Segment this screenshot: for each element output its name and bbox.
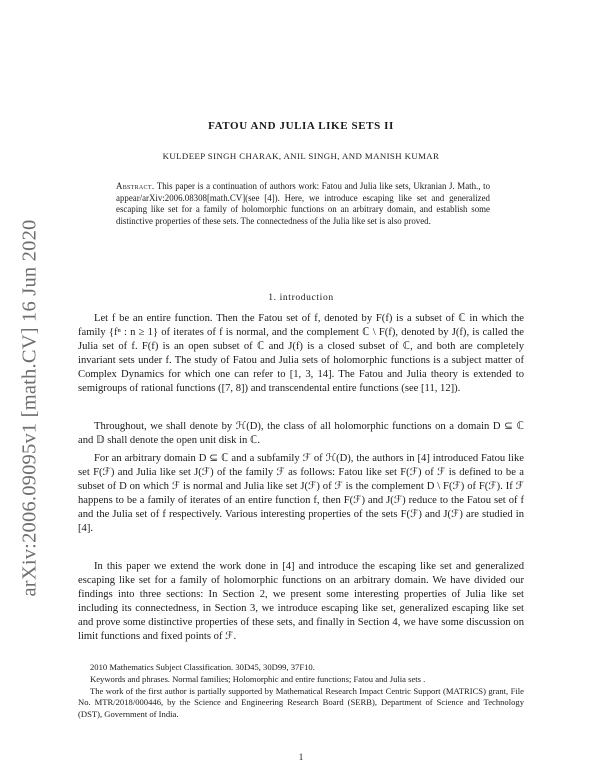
intro-paragraph-1: Let f be an entire function. Then the Fatou set of f, denoted by F(f) is a subset of ℂ in which the family {fⁿ : n ≥ 1} of iterates of f is normal, and the complement ℂ \ F(f), denoted by J(f), is called the Julia set of f. F(f) is an open subset of ℂ and J(f) is a closed subset of ℂ, and both are completely invariant sets under f. The study of Fatou and Julia sets of holomorphic functions is a subject matter of Complex Dynamics for which one can refer to [1, 3, 14]. The Fatou and Julia theory is extended to semigroups of rational functions ([7, 8]) and transcendental entire functions (see [11, 12]). bbox=[78, 313, 524, 395]
footnote-keywords: Keywords and phrases. Normal families; Holomorphic and entire functions; Fatou and Julia sets . bbox=[90, 674, 426, 684]
abstract-text: This paper is a continuation of authors work: Fatou and Julia like sets, Ukranian J. Math., to appear/arXiv:2006.08308[math.CV](see [4]). Here, we introduce escaping like set and generalized escaping like set for a family of holomorphic functions on an arbitrary domain, and establish some distinctive properties of these sets. The connectedness of the Julia like set is also proved. bbox=[116, 181, 491, 226]
footnote-funding: The work of the first author is partially supported by Mathematical Research Impact Centric Support (MATRICS) grant, File No. MTR/2018/000446, by the Science and Engineering Research Board (SERB), Department of Science and Technology (DST), Government of India. bbox=[78, 686, 524, 719]
footnote-msc: 2010 Mathematics Subject Classification. 30D45, 30D99, 37F10. bbox=[90, 662, 315, 672]
arxiv-identifier: arXiv:2006.09095v1 [math.CV] 16 Jun 2020 bbox=[18, 219, 41, 597]
page-number: 1 bbox=[298, 752, 304, 762]
paper-title: FATOU AND JULIA LIKE SETS II bbox=[208, 120, 394, 132]
arxiv-sidebar bbox=[0, 0, 60, 776]
abstract-label: Abstract. bbox=[116, 181, 155, 191]
section-heading-introduction: 1. introduction bbox=[268, 292, 334, 303]
paper-authors: KULDEEP SINGH CHARAK, ANIL SINGH, AND MANISH KUMAR bbox=[162, 151, 440, 161]
intro-paragraph-4: In this paper we extend the work done in [4] and introduce the escaping like set and generalized escaping like set for a family of holomorphic functions on an arbitrary domain. We have divided our findings into three sections: In Section 2, we present some interesting properties of Julia like set including its connectedness, in Section 3, we introduce escaping like set, generalized escaping like set and prove some distinctive properties of these sets, and finally in Section 4, we have some discussion on limit functions and fixed points of ℱ. bbox=[78, 561, 524, 643]
abstract bbox=[116, 181, 490, 227]
intro-paragraph-3: For an arbitrary domain D ⊆ ℂ and a subfamily ℱ of ℋ(D), the authors in [4] introduced Fatou like set F(ℱ) and Julia like set J(ℱ) of the family ℱ as follows: Fatou like set F(ℱ) of ℱ is defined to be a subset of D on which ℱ is normal and Julia like set J(ℱ) of ℱ is the complement D \ F(ℱ) of F(ℱ). If ℱ happens to be a family of iterates of an entire function f, then F(ℱ) and J(ℱ) reduce to the Fatou set of f and the Julia set of f respectively. Various interesting properties of the sets F(ℱ) and J(ℱ) are studied in [4]. bbox=[78, 453, 524, 535]
intro-paragraph-2: Throughout, we shall denote by ℋ(D), the class of all holomorphic functions on a domain D ⊆ ℂ and 𝔻 shall denote the open unit disk in ℂ. bbox=[78, 421, 524, 447]
